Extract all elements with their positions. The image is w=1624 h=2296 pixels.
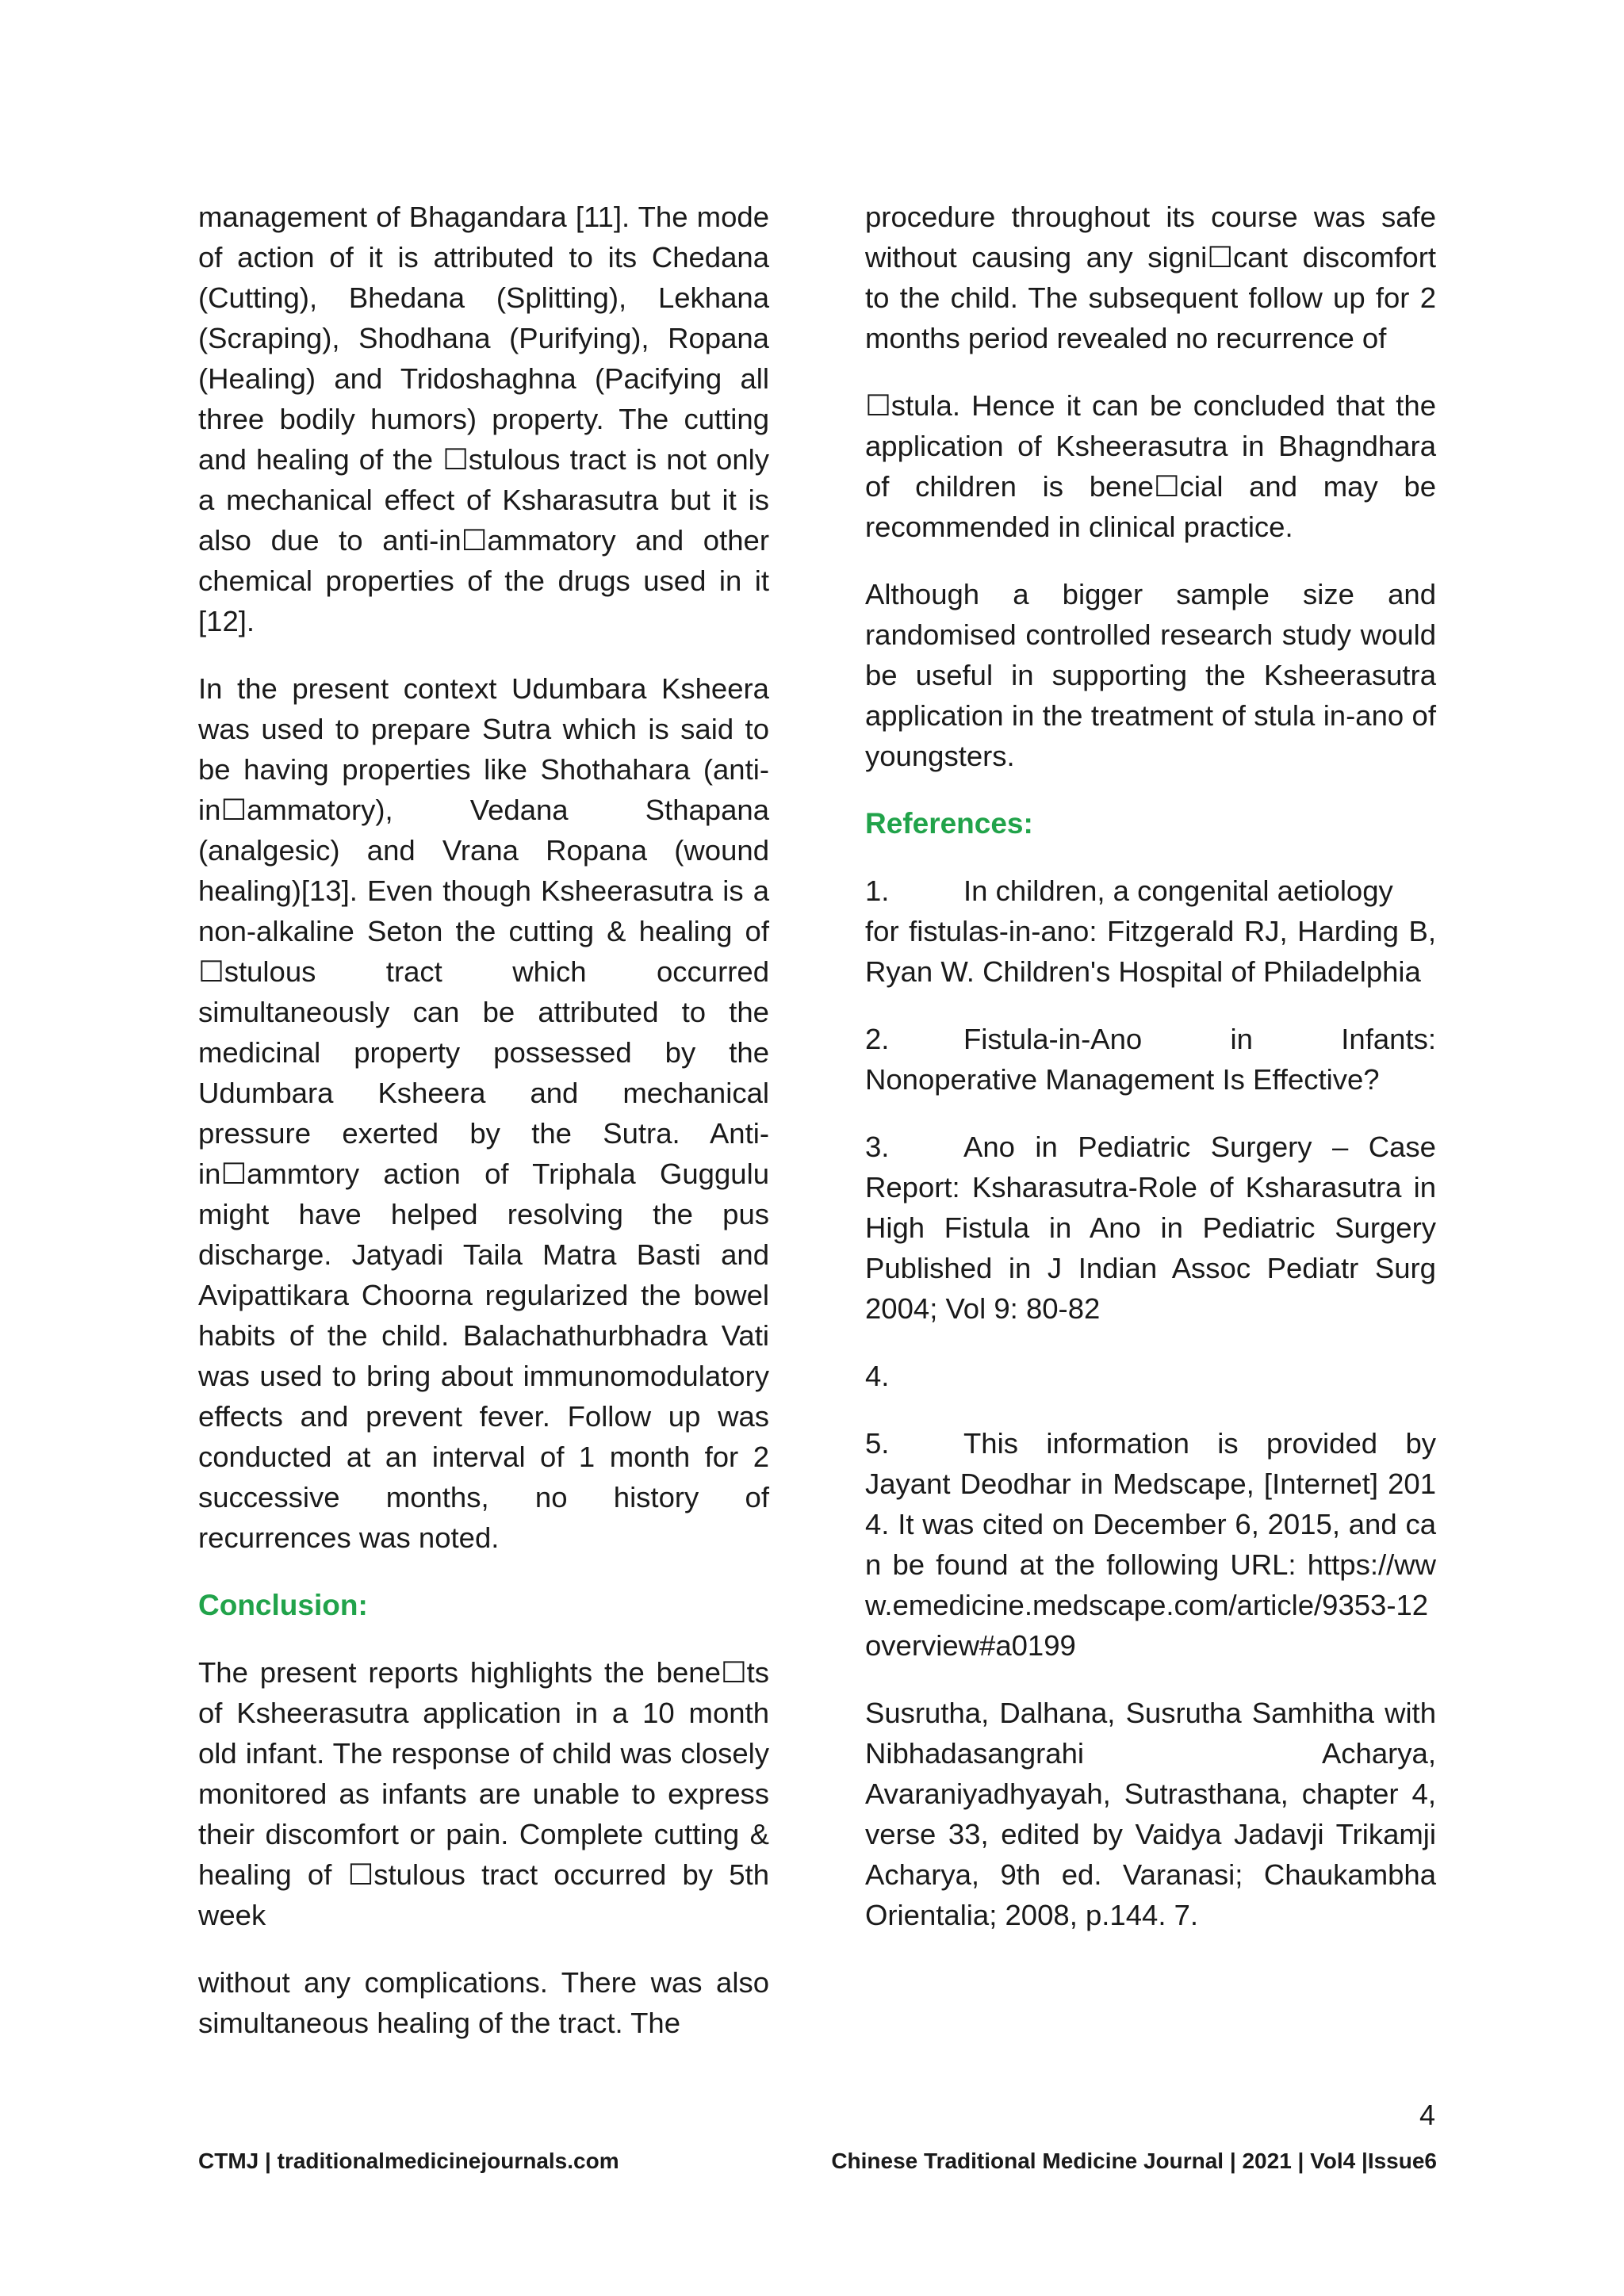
reference-first-line [963, 1356, 1436, 1396]
reference-text: Report: Ksharasutra-Role of Ksharasutra in High Fistula in Ano in Pediatric Surgery Published in J Indian Assoc Pediatr Surg 2004; Vol 9: 80-82 [865, 1171, 1436, 1325]
reference-text: Nonoperative Management Is Effective? [865, 1063, 1380, 1096]
paragraph-bhagandara-mode-of-action: management of Bhagandara [11]. The mode of action of it is attributed to its Chedana (Cutting), Bhedana (Splitting), Lekhana (Scraping), Shodhana (Purifying), Ropana (Healing) and Tridoshaghna (Pacifying all three bodily humors) property. The cutting and healing of the ☐stulous tract is not only a mechanical effect of Ksharasutra but it is also due to anti-in☐ammatory and other chemical properties of the drugs used in it [12]. [198, 201, 769, 637]
reference-number: 3. [865, 1131, 890, 1163]
reference-item-3 [865, 1127, 1436, 1329]
paragraph-procedure-safe: procedure throughout its course was safe without causing any signi☐cant discomfort to the child. The subsequent follow up for 2 months period revealed no recurrence of [865, 201, 1436, 354]
paragraph-conclusion: The present reports highlights the bene☐ts of Ksheerasutra application in a 10 month old infant. The response of child was closely monitored as infants are unable to express their discomfort or pain. Complete cutting & healing of ☐stulous tract occurred by 5th week [198, 1656, 769, 1931]
reference-first-line: Ano in Pediatric Surgery – Case [963, 1131, 1436, 1163]
reference-item-4 [865, 1356, 1436, 1396]
reference-number: 4. [865, 1360, 890, 1392]
footer-journal-info: Chinese Traditional Medicine Journal | 2021 | Vol4 |Issue6 [831, 2149, 1437, 2173]
paragraph-fistula-concluded: ☐stula. Hence it can be concluded that the application of Ksheerasutra in Bhagndhara of children is bene☐cial and may be recommended in clinical practice. [865, 389, 1436, 543]
reference-text: Jayant Deodhar in Medscape, [Internet] 2014. It was cited on December 6, 2015, and can be found at the following URL: https://www.emedicine.medscape.com/article/9353-12overview#a0199 [865, 1468, 1436, 1662]
paragraph-susrutha-citation: Susrutha, Dalhana, Susrutha Samhitha with Nibhadasangrahi Acharya, Avaraniyadhyayah, Sutrasthana, chapter 4, verse 33, edited by Vaidya Jadavji Trikamji Acharya, 9th ed. Varanasi; Chaukambha Orientalia; 2008, p.144. 7. [865, 1697, 1436, 1931]
reference-item-5 [865, 1423, 1436, 1666]
reference-item-1 [865, 871, 1436, 992]
page-number: 4 [1419, 2099, 1436, 2131]
paragraph-conclusion-continued: without any complications. There was also simultaneous healing of the tract. The [198, 1966, 769, 2039]
reference-number: 2. [865, 1023, 890, 1055]
paragraph-udumbara-ksheera: In the present context Udumbara Ksheera was used to prepare Sutra which is said to be having properties like Shothahara (anti-in☐ammatory), Vedana Sthapana (analgesic) and Vrana Ropana (wound healing)[13]. Even though Ksheerasutra is a non-alkaline Seton the cutting & healing of ☐stulous tract which occurred simultaneously can be attributed to the medicinal property possessed by the Udumbara Ksheera and mechanical pressure exerted by the Sutra. Anti-in☐ammtory action of Triphala Guggulu might have helped resolving the pus discharge. Jatyadi Taila Matra Basti and Avipattikara Choorna regularized the bowel habits of the child. Balachathurbhadra Vati was used to bring about immunomodulatory effects and prevent fever. Follow up was conducted at an interval of 1 month for 2 successive months, no history of recurrences was noted. [198, 672, 769, 1554]
footer-journal-site: CTMJ | traditionalmedicinejournals.com [198, 2149, 619, 2173]
left-column [198, 197, 769, 2070]
reference-number: 5. [865, 1427, 890, 1460]
reference-first-line: Fistula-in-Ano in Infants: [963, 1023, 1436, 1055]
reference-first-line: This information is provided by [963, 1427, 1436, 1460]
reference-text: for fistulas-in-ano: Fitzgerald RJ, Harding B, Ryan W. Children's Hospital of Philadelphia [865, 915, 1436, 988]
reference-item-2 [865, 1019, 1436, 1100]
paragraph-sample-size: Although a bigger sample size and randomised controlled research study would be useful in supporting the Ksheerasutra application in the treatment of stula in-ano of youngsters. [865, 578, 1436, 772]
reference-first-line: In children, a congenital aetiology [963, 874, 1393, 907]
conclusion-heading: Conclusion: [198, 1589, 368, 1621]
right-column [865, 197, 1436, 1962]
reference-number: 1. [865, 874, 890, 907]
references-heading: References: [865, 807, 1033, 840]
